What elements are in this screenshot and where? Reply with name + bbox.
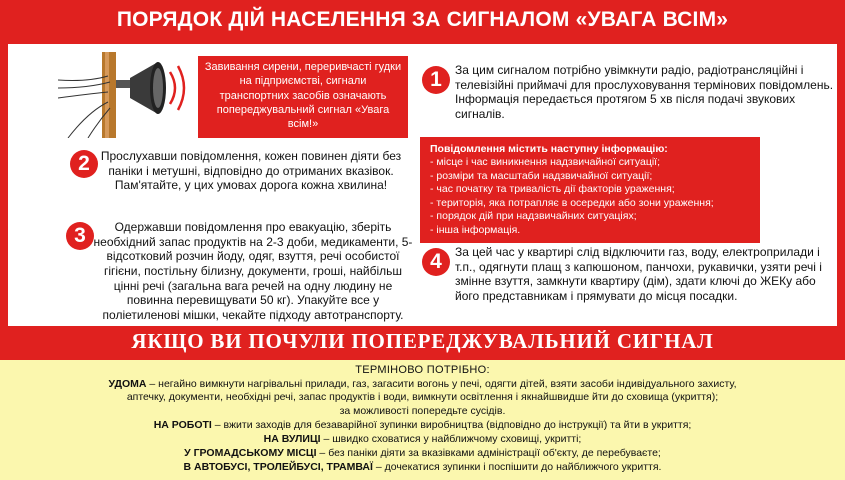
info-item: - розміри та масштаби надзвичайної ситуації; — [430, 169, 653, 182]
public-place-line — [0, 447, 845, 461]
step-3-text: Одержавши повідомлення про евакуацію, зберіть необхідний запас продуктів на 2-3 доби, медикаменти, 5-відсотковий розчин йоду, одяг, взуття, речі особистої гігієни, постільну білизну, документи, гроші, найбільш цінні речі (загальна вага речей на одну людину не повинна перевищувати 50 кг). Упакуйте все у поліетиленові мішки, чекайте підходу автотранспорту. — [93, 220, 413, 322]
transport-label: В АВТОБУСІ, ТРОЛЕЙБУСІ, ТРАМВАЇ — [183, 460, 373, 473]
public-place-label: У ГРОМАДСЬКОМУ МІСЦІ — [184, 446, 317, 459]
home-text: – негайно вимкнути нагрівальні прилади, газ, загасити вогонь у печі, одягти дітей, взяти засоби індивідуального захисту, — [146, 377, 737, 390]
step-1-number: 1 — [422, 66, 450, 94]
poster-title: ПОРЯДОК ДІЙ НАСЕЛЕННЯ ЗА СИГНАЛОМ «УВАГА ВСІМ» — [116, 8, 729, 31]
home-label: УДОМА — [108, 377, 147, 390]
step-1-text: За цим сигналом потрібно увімкнути радіо, радіотрансляційні і телевізійні приймачі для прослуховування термінових повідомлень. Інформація передається протягом 5 хв після подачі звукових сигналів. — [455, 63, 834, 121]
urgent-actions-panel — [0, 360, 845, 480]
public-place-text: – без паніки діяти за вказівками адміністрації об'єкту, де перебуваєте; — [316, 446, 661, 459]
info-item: - порядок дій при надзвичайних ситуаціях; — [430, 210, 637, 223]
street-line — [0, 433, 845, 447]
info-item: - час початку та тривалість дії факторів ураження; — [430, 183, 675, 196]
message-info-box — [420, 137, 760, 243]
step-4-text: За цей час у квартирі слід відключити газ, воду, електроприлади і т.п., одягнути плащ з капюшоном, панчохи, рукавички, узяти речі і змінне взуття, замкнути квартиру (дім), здати ключі до ЖЕКу або його представникам і прямувати до місця посадки. — [455, 245, 822, 303]
work-line — [0, 419, 845, 433]
siren-signal-description: Завивання сирени, переривчасті гудки на підприємстві, сигнали транспортних засобів означають попереджувальний сигнал «Увага всім!» — [198, 56, 408, 138]
home-line-2: аптечку, документи, необхідні речі, запас продуктів і води, вимкнути освітлення і якнайшвидше йти до сховища (укриття); — [126, 391, 719, 404]
step-2-text: Прослухавши повідомлення, кожен повинен діяти без паніки і метушні, відповідно до отриманих вказівок. Пам'ятайте, у цих умовах дорога кожна хвилина! — [100, 149, 402, 193]
info-item: - місце і час виникнення надзвичайної ситуації; — [430, 156, 661, 169]
warning-subtitle: ЯКЩО ВИ ПОЧУЛИ ПОПЕРЕДЖУВАЛЬНИЙ СИГНАЛ — [131, 329, 714, 353]
work-text: – вжити заходів для безаварійної зупинки виробництва (відповідно до інструкції) та йти в укриття; — [211, 419, 692, 432]
info-box-heading: Повідомлення містить наступну інформацію: — [430, 143, 668, 155]
work-label: НА РОБОТІ — [153, 419, 212, 432]
step-3-number: 3 — [66, 222, 94, 250]
loudspeaker-on-pole-icon — [58, 52, 198, 138]
home-line-3: за можливості попередьте сусідів. — [339, 405, 506, 418]
info-item: - територія, яка потрапляє в осередки або зони ураження; — [430, 196, 714, 209]
street-text: – швидко сховатися у найближчому сховищі, укритті; — [320, 432, 582, 445]
home-line — [0, 378, 845, 392]
transport-line — [0, 461, 845, 475]
step-2-number: 2 — [70, 150, 98, 178]
transport-text: – дочекатися зупинки і поспішити до найближчого укриття. — [372, 460, 662, 473]
street-label: НА ВУЛИЦІ — [263, 432, 321, 445]
info-item: - інша інформація. — [430, 223, 521, 236]
urgent-heading: ТЕРМІНОВО ПОТРІБНО: — [355, 364, 490, 376]
step-4-number: 4 — [422, 248, 450, 276]
